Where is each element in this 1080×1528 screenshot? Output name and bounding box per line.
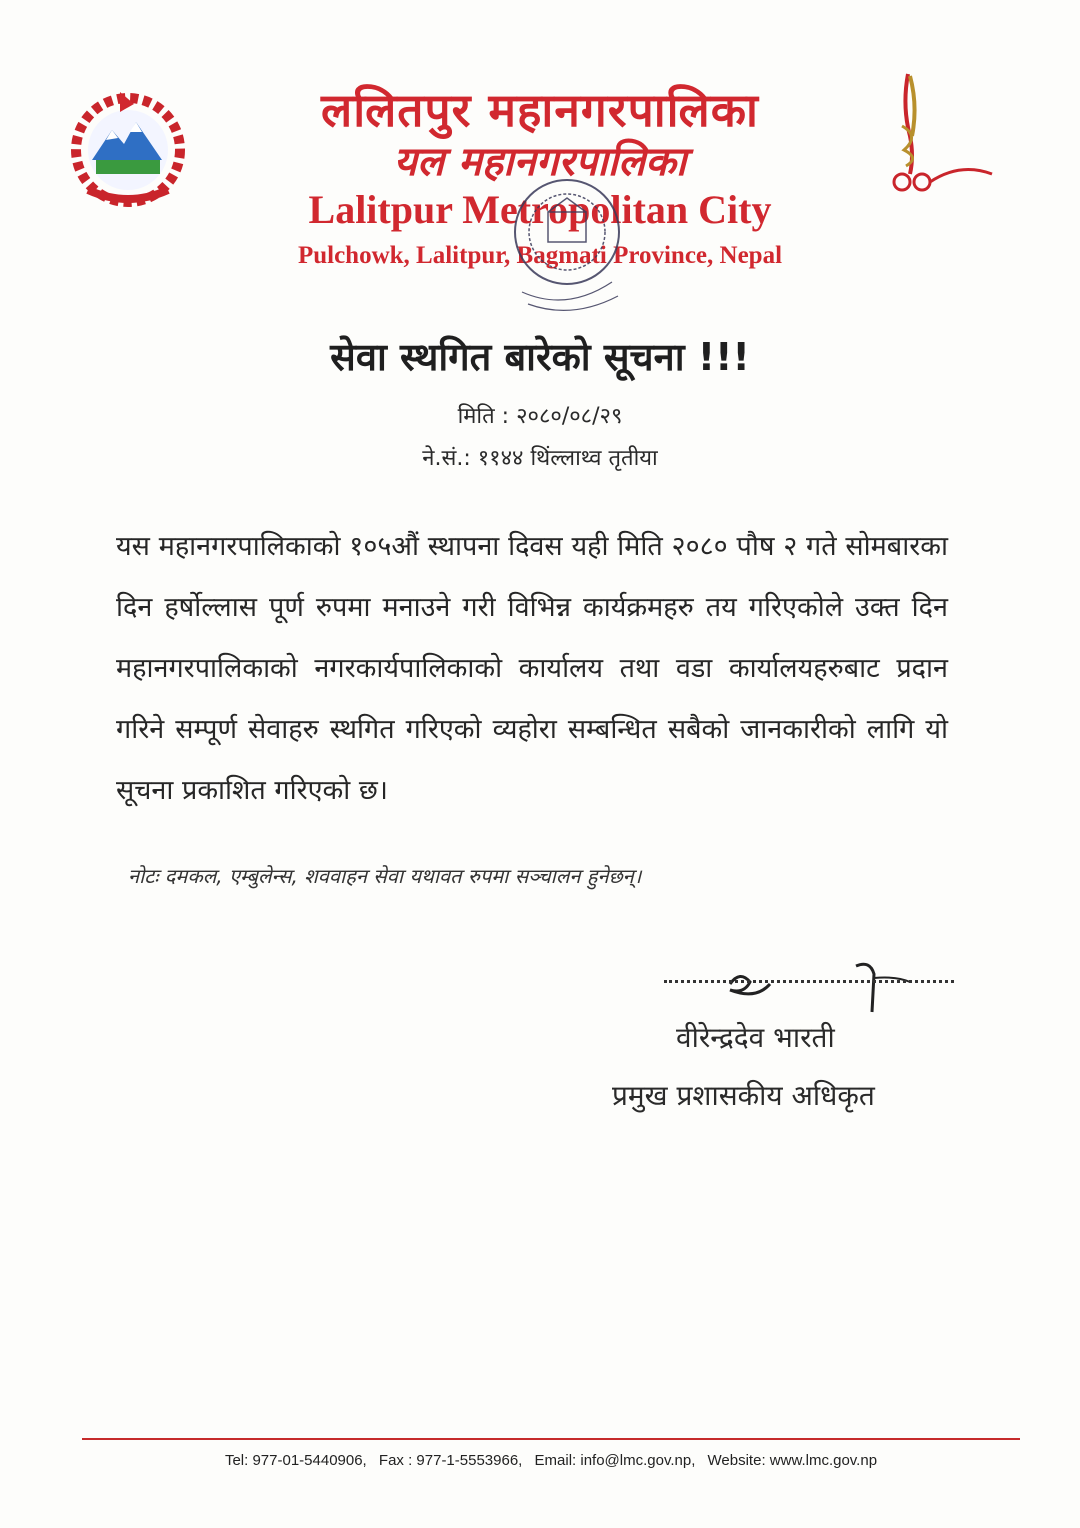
footer-email: Email: info@lmc.gov.np, [534, 1452, 696, 1469]
lalitpur-office-stamp-icon [492, 172, 642, 322]
nepal-government-emblem-icon [62, 82, 194, 212]
city-name-newari: यल महानगरपालिका [393, 138, 687, 185]
city-address: Pulchowk, Lalitpur, Bagmati Province, Nepal [297, 242, 783, 269]
signature-line [664, 980, 954, 983]
signer-name: वीरेन्द्रदेव भारती [676, 1021, 835, 1054]
footer-website: Website: www.lmc.gov.np [707, 1452, 878, 1469]
lalitpur-city-logo-icon [880, 66, 1000, 196]
footer-contact [82, 1452, 1020, 1469]
notice-date: मिति : २०८०/०८/२९ [457, 404, 623, 429]
city-name-english: Lalitpur Metropolitan City [308, 187, 772, 232]
notice-body: यस महानगरपालिकाको १०५औं स्थापना दिवस यही मिति २०८० पौष २ गते सोमबारका दिन हर्षोल्लास पूर्ण रुपमा मनाउने गरी विभिन्न कार्यक्रमहरु तय गरिएकोले उक्त दिन महानगरपालिकाको नगरकार्यपालिकाको कार्यालय तथा वडा कार्यालयहरुबाट प्रदान गरिने सम्पूर्ण सेवाहरु स्थगित गरिएको व्यहोरा सम्बन्धित सबैको जानकारीको लागि यो सूचना प्रकाशित गरिएको छ। [116, 531, 948, 806]
notice-note: नोटः दमकल, एम्बुलेन्स, शववाहन सेवा यथावत रुपमा सञ्चालन हुनेछन्। [128, 864, 642, 888]
footer-tel: Tel: 977-01-5440906, [224, 1452, 367, 1469]
notice-title: सेवा स्थगित बारेको सूचना !!! [330, 335, 750, 379]
signature-scribble [660, 960, 960, 1020]
footer-fax: Fax : 977-1-5553966, [378, 1452, 523, 1469]
footer-divider [82, 1438, 1020, 1440]
nepal-sambat-date: ने.सं.: ११४४ थिंल्लाथ्व तृतीया [422, 446, 658, 471]
signer-designation: प्रमुख प्रशासकीय अधिकृत [612, 1079, 875, 1112]
city-name-nepali: ललितपुर महानगरपालिका [321, 83, 759, 137]
